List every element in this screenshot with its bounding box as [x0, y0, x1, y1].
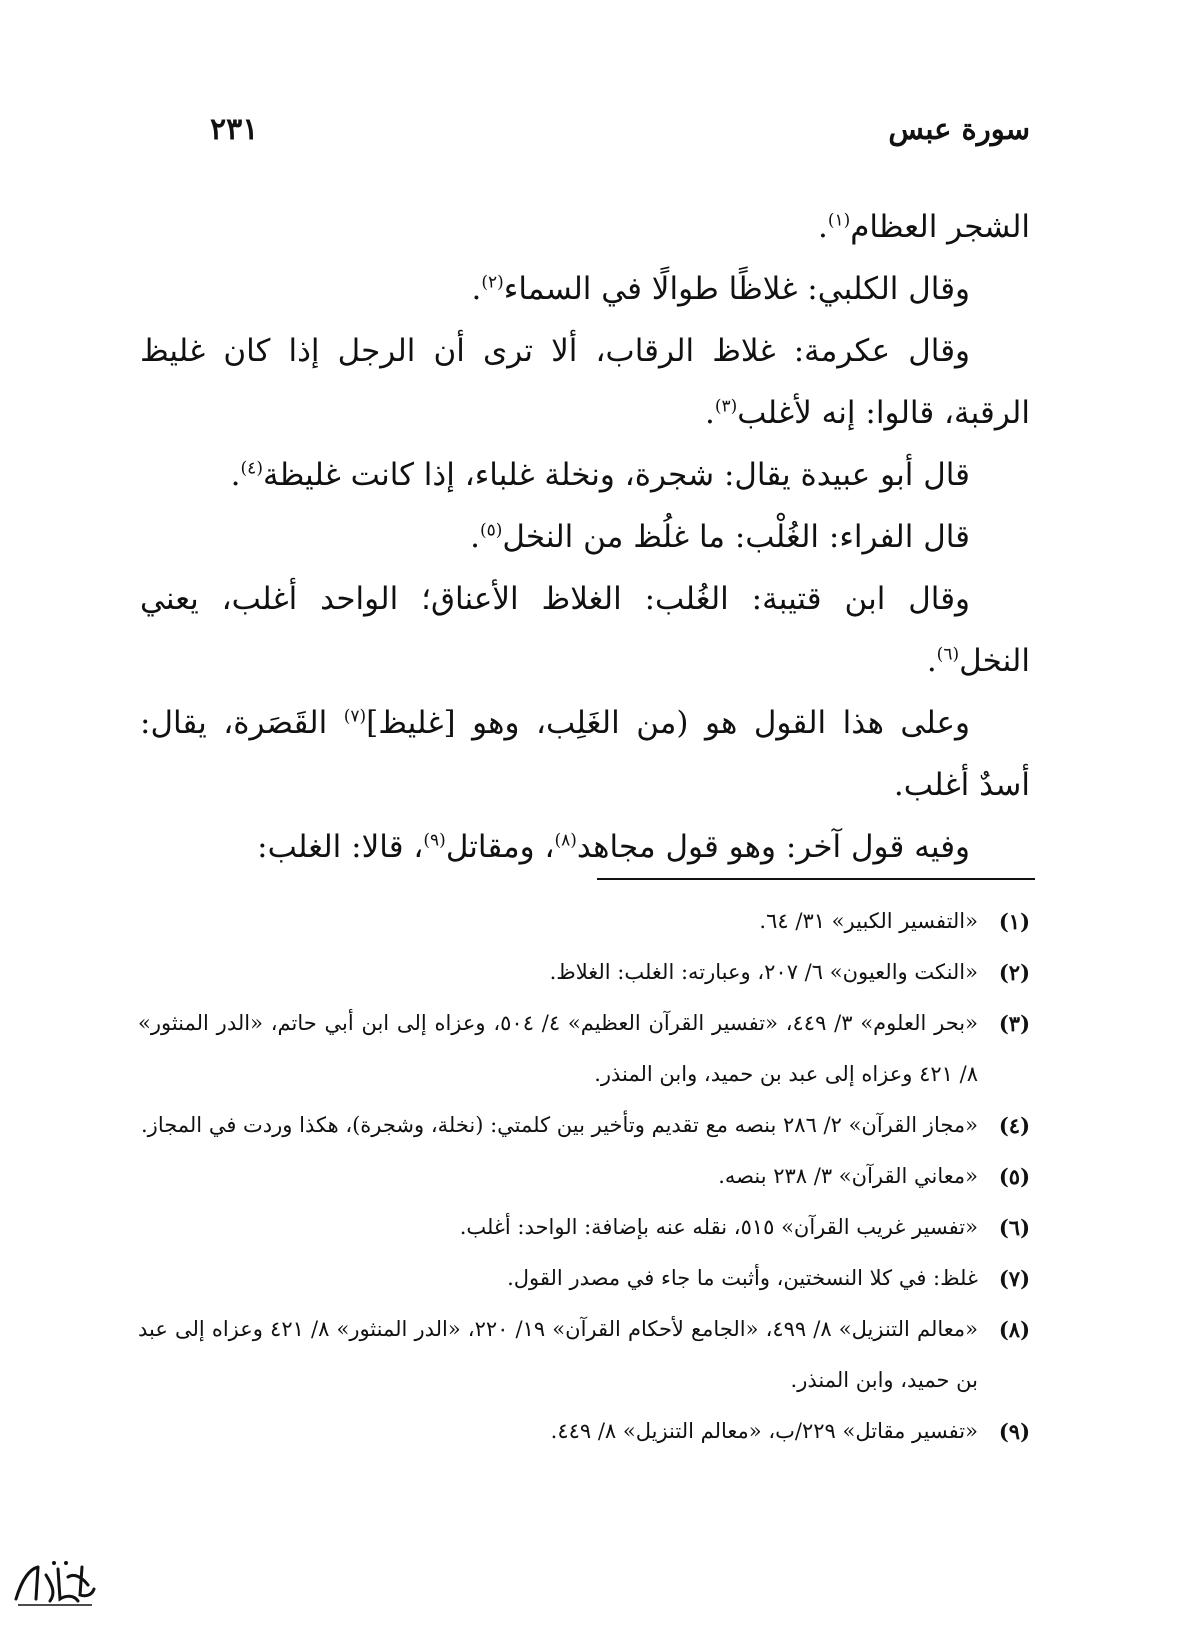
- footnote-ref[interactable]: (١): [827, 210, 851, 231]
- logo-graphic: [8, 1555, 100, 1613]
- footnote-text: «معالم التنزيل» ٨/ ٤٩٩، «الجامع لأحكام القرآن» ١٩/ ٢٢٠، «الدر المنثور» ٨/ ٤٢١ وعزاه إلى عبد بن حميد، وابن المنذر.: [138, 1317, 978, 1392]
- main-text: [140, 196, 1030, 878]
- footnote-ref[interactable]: (٢): [481, 272, 504, 293]
- footnote: [138, 1304, 1030, 1406]
- footnote-number: (٢): [998, 960, 1030, 985]
- footnote-number: (٤): [998, 1113, 1030, 1138]
- footnote: [138, 1100, 1030, 1151]
- footnote-ref[interactable]: (٧): [343, 706, 367, 727]
- page-header: [210, 112, 1030, 160]
- paragraph: وقال عكرمة: غلاظ الرقاب، ألا ترى أن الرجل إذا كان غليظ الرقبة، قالوا: إنه لأغلب$^{(٣)}$.: [140, 333, 1030, 431]
- footnote-ref[interactable]: (٩): [423, 830, 446, 851]
- page-number: ٢٣١: [210, 112, 259, 147]
- footnote-number: (٩): [998, 1419, 1030, 1444]
- footnote: [138, 947, 1030, 998]
- footnote-ref[interactable]: (٥): [479, 520, 503, 541]
- footnote-text: «مجاز القرآن» ٢/ ٢٨٦ بنصه مع تقديم وتأخير بين كلمتي: (نخلة، وشجرة)، هكذا وردت في المجاز.: [141, 1113, 978, 1137]
- footnote-number: (١): [998, 909, 1030, 934]
- paragraph: قال الفراء: الغُلْب: ما غلُظ من النخل$^{(٥)}$.: [470, 519, 970, 555]
- footnote-text: «معاني القرآن» ٣/ ٢٣٨ بنصه.: [718, 1164, 978, 1188]
- footnote: [138, 1151, 1030, 1202]
- footnote-text: غلظ: في كلا النسختين، وأثبت ما جاء في مصدر القول.: [507, 1266, 978, 1290]
- footnote-number: (٥): [998, 1164, 1030, 1189]
- footnotes: [138, 896, 1030, 1457]
- footnote-text: «النكت والعيون» ٦/ ٢٠٧، وعبارته: الغلب: الغلاظ.: [549, 960, 978, 984]
- footnote-ref[interactable]: (٦): [936, 644, 960, 665]
- paragraph: الشجر العظام$^{(١)}$.: [817, 209, 1030, 245]
- paragraph: وقال الكلبي: غلاظًا طوالًا في السماء$^{(٢)}$.: [471, 271, 970, 307]
- footnote-ref[interactable]: (٨): [554, 830, 577, 851]
- footnote-text: «تفسير مقاتل» ٢٢٩/ب، «معالم التنزيل» ٨/ ٤٤٩.: [550, 1419, 978, 1443]
- footnote-number: (٨): [998, 1317, 1030, 1342]
- footnote: [138, 1202, 1030, 1253]
- calligraphy-logo-icon: [8, 1555, 100, 1613]
- paragraph: قال أبو عبيدة يقال: شجرة، ونخلة غلباء، إذا كانت غليظة$^{(٤)}$.: [230, 457, 970, 493]
- footnote-text: «تفسير غريب القرآن» ٥١٥، نقله عنه بإضافة: الواحد: أغلب.: [459, 1215, 978, 1239]
- footnote-text: «بحر العلوم» ٣/ ٤٤٩، «تفسير القرآن العظيم» ٤/ ٥٠٤، وعزاه إلى ابن أبي حاتم، «الدر المنثور» ٨/ ٤٢١ وعزاه إلى عبد بن حميد، وابن المنذر.: [138, 1011, 978, 1086]
- footnote-number: (٣): [998, 1011, 1030, 1036]
- footnote-ref[interactable]: (٣): [714, 396, 738, 417]
- paragraph: وقال ابن قتيبة: الغُلب: الغلاظ الأعناق؛ الواحد أغلب، يعني النخل$^{(٦)}$.: [140, 581, 1030, 679]
- footnote-divider: [597, 878, 1035, 880]
- footnote: [138, 1406, 1030, 1457]
- footnote-number: (٧): [998, 1266, 1030, 1291]
- footnote-ref[interactable]: (٤): [240, 458, 263, 479]
- footnote: [138, 896, 1030, 947]
- footnote: [138, 1253, 1030, 1304]
- paragraph: وفيه قول آخر: وهو قول مجاهد$^{(٨)}$، ومقاتل$^{(٩)}$، قالا: الغلب:: [257, 829, 970, 865]
- footnote-number: (٦): [998, 1215, 1030, 1240]
- chapter-title: سورة عبس: [888, 112, 1030, 146]
- paragraph: وعلى هذا القول هو (من الغَلِب، وهو [غليظ]$^{(٧)}$ القَصَرة، يقال: أسدٌ أغلب.: [140, 705, 1030, 803]
- footnote: [138, 998, 1030, 1100]
- footnote-text: «التفسير الكبير» ٣١/ ٦٤.: [759, 909, 978, 933]
